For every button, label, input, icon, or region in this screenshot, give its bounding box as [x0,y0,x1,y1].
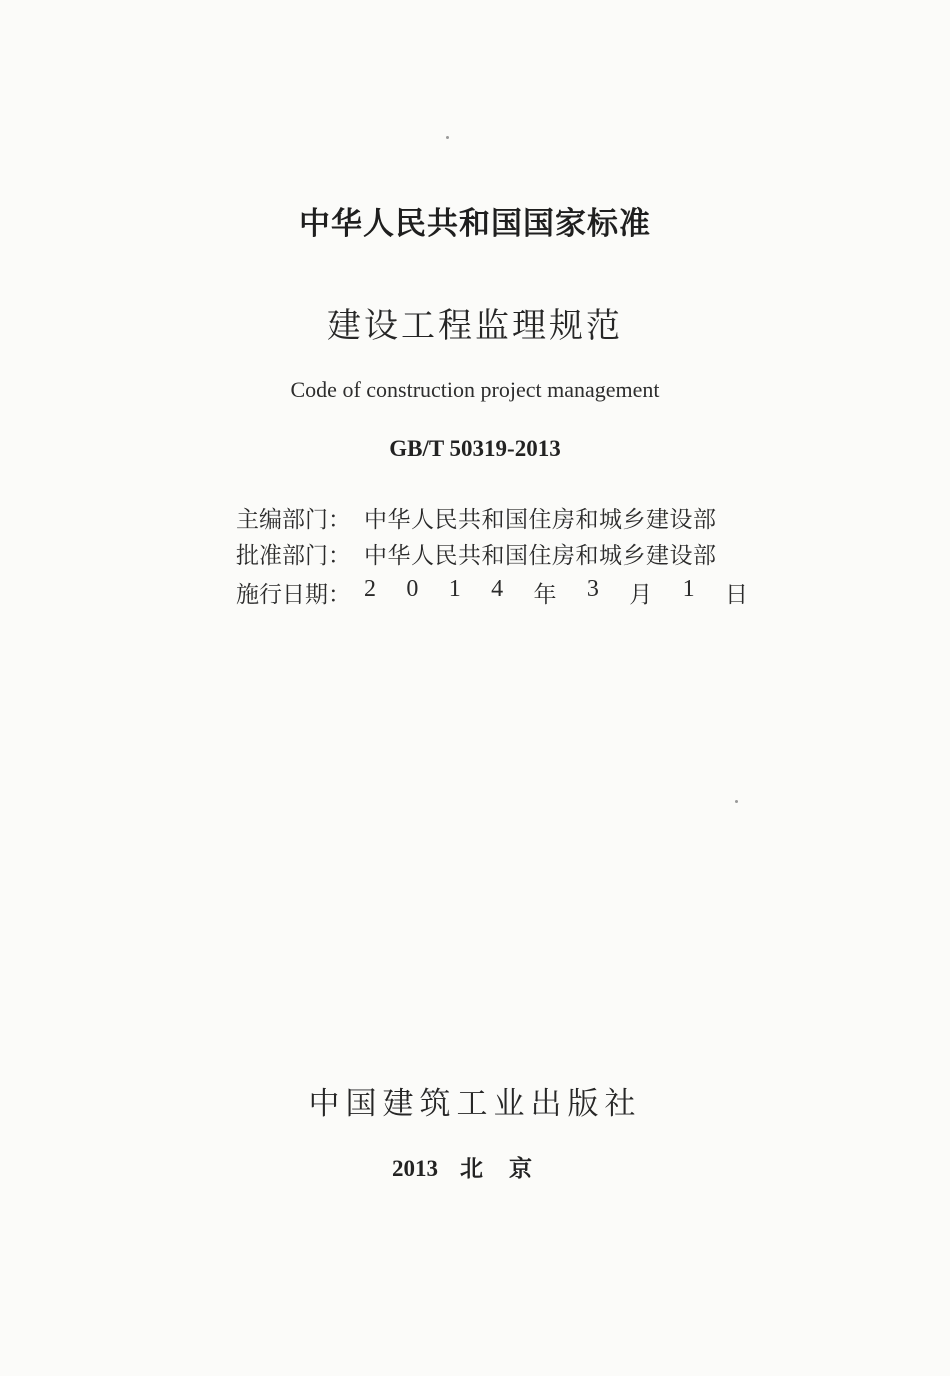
month-char: 月 [629,581,653,608]
editor-label: 主编部门： [236,506,351,533]
standard-code: GB/T 50319-2013 [389,436,561,461]
date-day: 1 [682,575,695,602]
publication-info [0,1150,950,1183]
date-digit: 0 [406,575,419,602]
title-english: Code of construction project management [290,377,660,402]
editor-row [236,500,717,534]
date-digit: 4 [491,575,504,602]
publisher: 中国建筑工业出版社 [308,1086,642,1122]
date-digit: 2 [364,575,376,602]
day-char: 日 [725,581,748,608]
year-char: 年 [533,581,557,608]
publication-city: 北京 [460,1155,558,1182]
effective-date-row [236,575,748,609]
effective-label: 施行日期： [236,581,351,608]
effective-date [364,576,748,609]
date-month: 3 [586,575,599,602]
date-digit: 1 [448,575,461,602]
scan-speck [446,136,449,139]
approver-value: 中华人民共和国住房和城乡建设部 [364,542,717,569]
approver-label: 批准部门： [236,542,351,569]
publication-year: 2013 [392,1156,438,1181]
approver-row [236,536,717,570]
editor-value: 中华人民共和国住房和城乡建设部 [364,506,717,533]
standard-type: 中华人民共和国国家标准 [299,206,651,242]
scan-speck [735,800,738,803]
title-chinese: 建设工程监理规范 [327,306,623,346]
